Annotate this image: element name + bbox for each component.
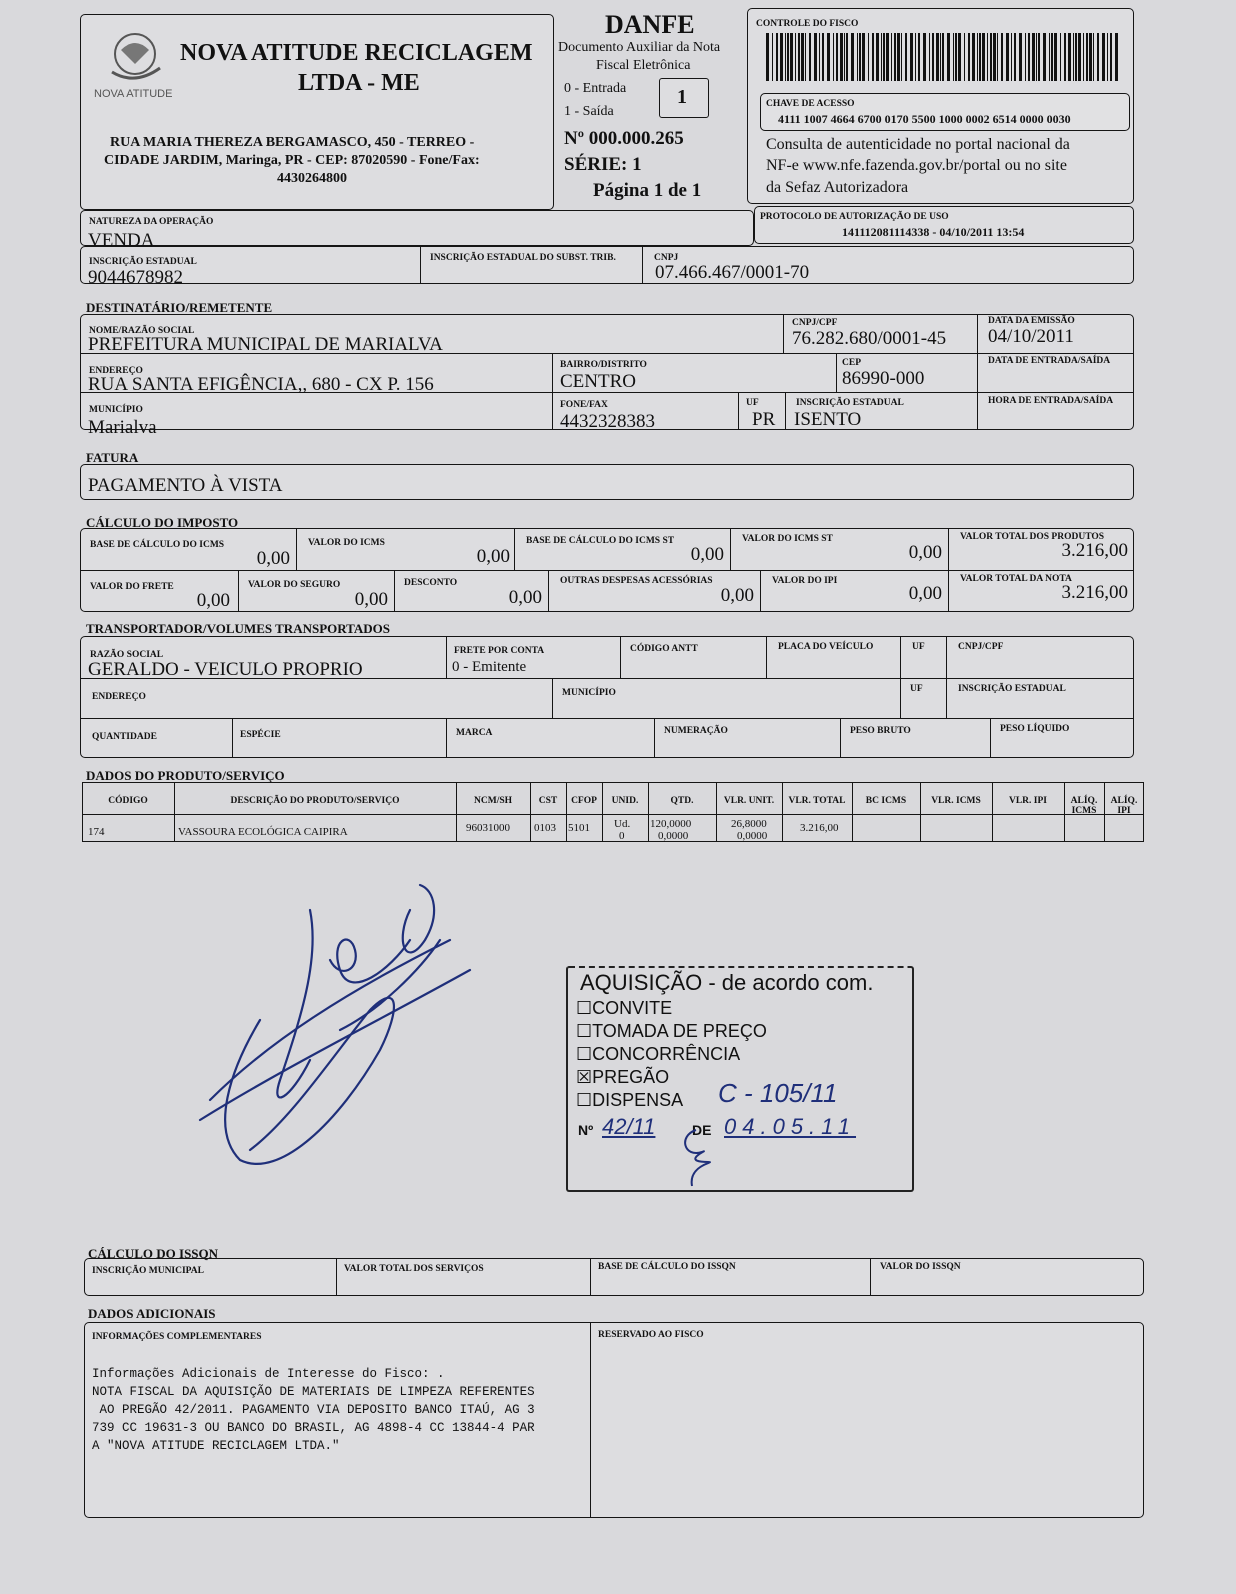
natureza-label: NATUREZA DA OPERAÇÃO xyxy=(89,217,214,227)
produtos-col-header: QTD. xyxy=(670,796,694,806)
stamp-option-label: CONCORRÊNCIA xyxy=(592,1044,741,1064)
prod-descricao: VASSOURA ECOLÓGICA CAIPIRA xyxy=(178,826,348,838)
nf-numero: Nº 000.000.265 xyxy=(564,128,684,149)
prod-codigo: 174 xyxy=(88,826,105,838)
v-st-value: 0,00 xyxy=(908,542,942,563)
reservado-fisco-label: RESERVADO AO FISCO xyxy=(598,1330,704,1340)
dest-municipio-value: Marialva xyxy=(88,417,157,438)
natureza-box xyxy=(80,210,754,246)
produtos-col-header: VLR. UNIT. xyxy=(723,796,775,806)
imposto-v-6 xyxy=(394,570,395,612)
chave-label: CHAVE DE ACESSO xyxy=(766,99,855,109)
produtos-section-title: DADOS DO PRODUTO/SERVIÇO xyxy=(86,768,285,783)
tipo-value: 1 xyxy=(677,86,687,108)
stamp-option xyxy=(576,998,672,1019)
transp-razao-value: GERALDO - VEICULO PROPRIO xyxy=(88,659,363,680)
frete-label: VALOR DO FRETE xyxy=(90,582,174,592)
stamp-no-label: Nº xyxy=(578,1122,594,1138)
stamp-option xyxy=(576,1021,767,1042)
prod-total: 3.216,00 xyxy=(800,822,839,834)
v-prod-value: 3.216,00 xyxy=(1061,540,1128,561)
cnpj-value: 07.466.467/0001-70 xyxy=(655,262,810,283)
dest-v-5 xyxy=(738,392,739,430)
danfe-title: DANFE xyxy=(605,10,695,39)
produtos-col-divider xyxy=(648,782,649,842)
v-prod-label: VALOR TOTAL DOS PRODUTOS xyxy=(960,532,1105,542)
issqn-v-3 xyxy=(870,1258,871,1296)
transp-antt-label: CÓDIGO ANTT xyxy=(630,644,698,654)
info-complementares-text xyxy=(92,1365,535,1455)
dest-cnpj-value: 76.282.680/0001-45 xyxy=(792,328,947,349)
stamp-title: AQUISIÇÃO - de acordo com. xyxy=(580,970,874,995)
dest-ie-value: ISENTO xyxy=(794,409,862,430)
ie-box xyxy=(80,246,1134,284)
prod-qtd-2: 0,0000 xyxy=(658,830,689,842)
ipi-label: VALOR DO IPI xyxy=(772,576,838,586)
produtos-col-divider xyxy=(852,782,853,842)
dest-v-4 xyxy=(836,353,837,392)
issqn-im-label: INSCRIÇÃO MUNICIPAL xyxy=(92,1266,204,1276)
produtos-col-header: ALÍQ. ICMS xyxy=(1070,796,1098,816)
produtos-col-divider xyxy=(566,782,567,842)
unchecked-box-icon: ☐ xyxy=(576,998,593,1018)
unchecked-box-icon: ☐ xyxy=(576,1044,593,1064)
transp-razao-label: RAZÃO SOCIAL xyxy=(90,650,164,660)
v-icms-value: 0,00 xyxy=(476,546,510,567)
imposto-v-3 xyxy=(730,528,731,570)
issqn-servicos-label: VALOR TOTAL DOS SERVIÇOS xyxy=(344,1264,484,1274)
transp-especie-label: ESPÉCIE xyxy=(240,730,281,740)
bc-st-value: 0,00 xyxy=(690,544,724,565)
ie-value: 9044678982 xyxy=(88,267,183,288)
consulta-1: Consulta de autenticidade no portal nacional da xyxy=(766,136,1070,153)
seguro-value: 0,00 xyxy=(354,589,388,610)
fatura-value: PAGAMENTO À VISTA xyxy=(88,475,283,496)
produtos-col-header: VLR. IPI xyxy=(1008,796,1047,806)
acquisition-stamp xyxy=(566,966,914,1192)
dest-v-3 xyxy=(552,353,553,430)
protocolo-label: PROTOCOLO DE AUTORIZAÇÃO DE USO xyxy=(760,212,949,222)
controle-fisco-label: CONTROLE DO FISCO xyxy=(756,19,859,29)
stamp-no-value: 42/11 xyxy=(602,1114,656,1139)
company-address-1: RUA MARIA THEREZA BERGAMASCO, 450 - TERREO - xyxy=(110,135,475,150)
transp-v-2 xyxy=(620,636,621,678)
company-logo xyxy=(94,28,176,108)
bc-icms-value: 0,00 xyxy=(256,548,290,569)
transp-v-5 xyxy=(946,636,947,718)
transp-ie-label: INSCRIÇÃO ESTADUAL xyxy=(958,684,1066,694)
produtos-col-divider xyxy=(920,782,921,842)
dest-v-6 xyxy=(785,392,786,430)
imposto-v-5 xyxy=(238,570,239,612)
info-line: AO PREGÃO 42/2011. PAGAMENTO VIA DEPOSITO BANCO ITAÚ, AG 3 xyxy=(92,1403,535,1417)
cnpj-label: CNPJ xyxy=(654,253,679,263)
v-st-label: VALOR DO ICMS ST xyxy=(742,534,833,544)
stamp-option xyxy=(576,1067,669,1088)
frete-value: 0,00 xyxy=(196,590,230,611)
dest-emissao-label: DATA DA EMISSÃO xyxy=(988,316,1075,326)
nf-serie: SÉRIE: 1 xyxy=(564,154,642,175)
ipi-value: 0,00 xyxy=(908,583,942,604)
prod-cfop: 5101 xyxy=(568,822,590,834)
destinatario-section-title: DESTINATÁRIO/REMETENTE xyxy=(86,300,273,315)
stamp-initials xyxy=(668,1128,728,1188)
issqn-bc-label: BASE DE CÁLCULO DO ISSQN xyxy=(598,1262,736,1272)
imposto-v-7 xyxy=(548,570,549,612)
transp-qtd-label: QUANTIDADE xyxy=(92,732,157,742)
imposto-v-1 xyxy=(296,528,297,570)
barcode-image xyxy=(766,33,1118,81)
transp-peso-liquido-label: PESO LÍQUIDO xyxy=(1000,724,1070,734)
outras-value: 0,00 xyxy=(720,585,754,606)
transp-cnpj-label: CNPJ/CPF xyxy=(958,642,1004,652)
dest-endereco-label: ENDEREÇO xyxy=(89,366,143,376)
prod-cst: 0103 xyxy=(534,822,556,834)
protocolo-value: 141112081114338 - 04/10/2011 13:54 xyxy=(842,225,1025,239)
ie-divider-2 xyxy=(642,246,643,284)
logo-text: NOVA ATITUDE xyxy=(94,88,173,100)
produtos-col-divider xyxy=(992,782,993,842)
info-line: NOTA FISCAL DA AQUISIÇÃO DE MATERIAIS DE LIMPEZA REFERENTES xyxy=(92,1385,535,1399)
dest-endereco-value: RUA SANTA EFIGÊNCIA,, 680 - CX P. 156 xyxy=(88,374,434,395)
unchecked-box-icon: ☐ xyxy=(576,1090,593,1110)
produtos-col-header: NCM/SH xyxy=(474,796,512,806)
transp-numeracao-label: NUMERAÇÃO xyxy=(664,726,728,736)
dest-municipio-label: MUNICÍPIO xyxy=(89,405,143,415)
danfe-subtitle-1: Documento Auxiliar da Nota xyxy=(558,40,721,55)
transp-endereco-label: ENDEREÇO xyxy=(92,692,146,702)
dest-bairro-label: BAIRRO/DISTRITO xyxy=(560,360,647,370)
imposto-v-2 xyxy=(514,528,515,570)
imposto-section-title: CÁLCULO DO IMPOSTO xyxy=(86,515,239,530)
transp-placa-label: PLACA DO VEÍCULO xyxy=(778,642,874,652)
issqn-valor-label: VALOR DO ISSQN xyxy=(880,1262,961,1272)
dest-v-2 xyxy=(977,314,978,430)
prod-unit-2: 0,0000 xyxy=(737,830,768,842)
stamp-de-value: 04.05.11 xyxy=(724,1114,857,1139)
transp-v-9 xyxy=(654,718,655,758)
transp-v-4 xyxy=(900,636,901,718)
produtos-col-divider xyxy=(602,782,603,842)
company-name-1: NOVA ATITUDE RECICLAGEM xyxy=(180,40,533,66)
transp-v-1 xyxy=(446,636,447,678)
dest-fone-value: 4432328383 xyxy=(560,411,655,432)
consulta-3: da Sefaz Autorizadora xyxy=(766,179,909,196)
dest-cep-value: 86990-000 xyxy=(842,368,925,389)
transp-frete-value: 0 - Emitente xyxy=(452,659,527,675)
saida-label: 1 - Saída xyxy=(564,104,614,119)
ie-divider-1 xyxy=(420,246,421,284)
checked-box-icon: ☒ xyxy=(576,1067,593,1087)
dest-bairro-value: CENTRO xyxy=(560,371,636,392)
company-address-2: CIDADE JARDIM, Maringa, PR - CEP: 87020590 - Fone/Fax: xyxy=(104,153,480,168)
info-line: 739 CC 19631-3 OU BANCO DO BRASIL, AG 4898-4 CC 13844-4 PAR xyxy=(92,1421,535,1435)
barcode xyxy=(766,33,1118,81)
transp-peso-bruto-label: PESO BRUTO xyxy=(850,726,911,736)
prod-qtd-1: 120,0000 xyxy=(650,818,692,830)
produtos-header-line xyxy=(82,814,1144,815)
stamp-option xyxy=(576,1044,740,1065)
produtos-col-divider xyxy=(174,782,175,842)
prod-unit-1: 26,8000 xyxy=(731,818,767,830)
ie-label: INSCRIÇÃO ESTADUAL xyxy=(89,257,197,267)
desconto-label: DESCONTO xyxy=(404,578,458,588)
stamp-option-label: TOMADA DE PREÇO xyxy=(592,1021,767,1041)
unchecked-box-icon: ☐ xyxy=(576,1021,593,1041)
handwritten-signature xyxy=(190,870,490,1180)
dest-nome-value: PREFEITURA MUNICIPAL DE MARIALVA xyxy=(88,334,443,355)
transp-v-8 xyxy=(446,718,447,758)
chave-value: 4111 1007 4664 6700 0170 5500 1000 0002 6514 0000 0030 xyxy=(778,112,1071,126)
produtos-col-header: VLR. ICMS xyxy=(931,796,981,806)
stamp-de-label: DE xyxy=(692,1122,712,1138)
stamp-option-label: PREGÃO xyxy=(592,1067,670,1087)
dest-fone-label: FONE/FAX xyxy=(560,400,608,410)
transp-v-11 xyxy=(990,718,991,758)
info-line: A "NOVA ATITUDE RECICLAGEM LTDA." xyxy=(92,1439,340,1453)
prod-unid-1: Ud. xyxy=(614,818,631,830)
transp-frete-label: FRETE POR CONTA xyxy=(454,646,545,656)
produtos-col-header: CFOP xyxy=(571,796,597,806)
adicionais-divider xyxy=(590,1322,591,1518)
transp-uf-label: UF xyxy=(912,642,925,652)
bc-icms-label: BASE DE CÁLCULO DO ICMS xyxy=(90,540,225,550)
transp-v-6 xyxy=(552,678,553,718)
desconto-value: 0,00 xyxy=(508,587,542,608)
dest-ie-label: INSCRIÇÃO ESTADUAL xyxy=(796,398,904,408)
seguro-label: VALOR DO SEGURO xyxy=(248,580,341,590)
transp-uf2-label: UF xyxy=(910,684,923,694)
issqn-v-2 xyxy=(590,1258,591,1296)
transp-marca-label: MARCA xyxy=(456,728,493,738)
dest-uf-label: UF xyxy=(746,398,759,408)
dest-v-1 xyxy=(783,314,784,353)
produtos-col-divider xyxy=(716,782,717,842)
prod-ncm: 96031000 xyxy=(466,822,510,834)
produtos-col-header: CÓDIGO xyxy=(108,796,148,806)
nf-pagina: Página 1 de 1 xyxy=(593,180,702,201)
imposto-v-4 xyxy=(948,528,949,612)
stamp-ref: C - 105/11 xyxy=(718,1078,838,1108)
dest-uf-value: PR xyxy=(752,409,776,430)
issqn-v-1 xyxy=(336,1258,337,1296)
produtos-col-divider xyxy=(456,782,457,842)
fatura-section-title: FATURA xyxy=(86,450,139,465)
company-address-3: 4430264800 xyxy=(277,171,347,186)
company-name-2: LTDA - ME xyxy=(298,70,420,96)
adicionais-section-title: DADOS ADICIONAIS xyxy=(88,1306,216,1321)
dest-cnpj-label: CNPJ/CPF xyxy=(792,318,838,328)
natureza-value: VENDA xyxy=(88,230,155,251)
issqn-section-title: CÁLCULO DO ISSQN xyxy=(88,1246,219,1261)
transp-v-3 xyxy=(766,636,767,678)
dest-nome-label: NOME/RAZÃO SOCIAL xyxy=(89,326,195,336)
stamp-option xyxy=(576,1090,683,1111)
info-complementares-label: INFORMAÇÕES COMPLEMENTARES xyxy=(92,1332,262,1342)
transportador-section-title: TRANSPORTADOR/VOLUMES TRANSPORTADOS xyxy=(86,621,391,636)
danfe-subtitle-2: Fiscal Eletrônica xyxy=(596,58,691,73)
produtos-col-header: ALÍQ. IPI xyxy=(1110,796,1138,816)
dest-entrada-label: DATA DE ENTRADA/SAÍDA xyxy=(988,356,1111,366)
produtos-col-divider xyxy=(530,782,531,842)
produtos-col-header: CST xyxy=(538,796,558,806)
info-line: Informações Adicionais de Interesse do Fisco: . xyxy=(92,1367,445,1381)
stamp-option-label: DISPENSA xyxy=(592,1090,684,1110)
outras-label: OUTRAS DESPESAS ACESSÓRIAS xyxy=(560,576,713,586)
imposto-v-8 xyxy=(760,570,761,612)
prod-unid-2: 0 xyxy=(619,830,625,842)
transp-h-2 xyxy=(80,718,1134,719)
dest-hora-label: HORA DE ENTRADA/SAÍDA xyxy=(988,396,1114,406)
produtos-col-header: VLR. TOTAL xyxy=(788,796,846,806)
v-icms-label: VALOR DO ICMS xyxy=(308,538,385,548)
v-nota-value: 3.216,00 xyxy=(1061,582,1128,603)
transp-municipio-label: MUNICÍPIO xyxy=(562,688,616,698)
ie-st-label: INSCRIÇÃO ESTADUAL DO SUBST. TRIB. xyxy=(430,253,616,263)
v-nota-label: VALOR TOTAL DA NOTA xyxy=(960,574,1072,584)
entrada-label: 0 - Entrada xyxy=(564,81,627,96)
produtos-col-header: DESCRIÇÃO DO PRODUTO/SERVIÇO xyxy=(230,796,400,806)
consulta-2: NF-e www.nfe.fazenda.gov.br/portal ou no site xyxy=(766,157,1067,174)
bc-st-label: BASE DE CÁLCULO DO ICMS ST xyxy=(526,536,675,546)
produtos-col-header: BC ICMS xyxy=(865,796,907,806)
produtos-col-header: UNID. xyxy=(611,796,639,806)
dest-emissao-value: 04/10/2011 xyxy=(988,326,1074,347)
transp-v-10 xyxy=(840,718,841,758)
stamp-option-label: CONVITE xyxy=(592,998,673,1018)
transp-v-7 xyxy=(232,718,233,758)
produtos-col-divider xyxy=(782,782,783,842)
dest-cep-label: CEP xyxy=(842,358,861,368)
